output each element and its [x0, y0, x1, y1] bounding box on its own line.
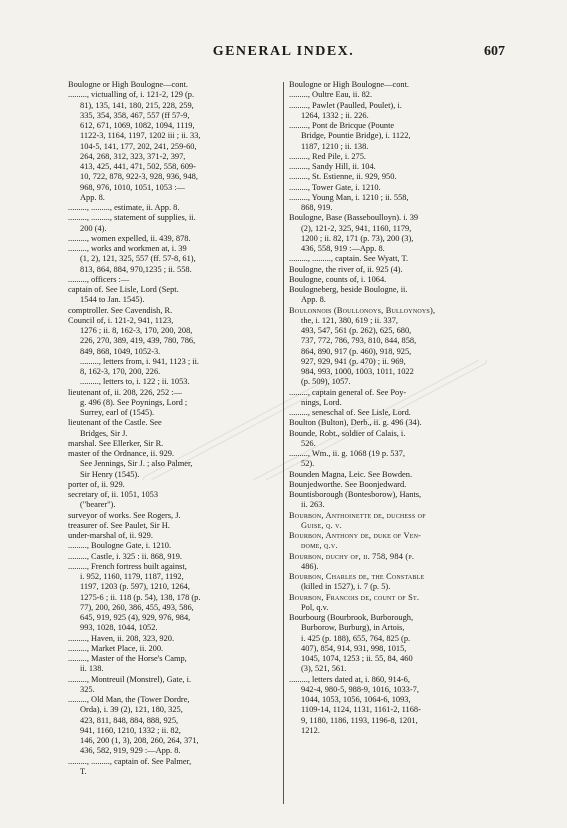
index-entry-line: 1122-3, 1164, 1197, 1202 iii ; ii. 33, [80, 131, 201, 141]
index-entry-line: 77), 200, 260, 386, 455, 493, 586, [80, 602, 194, 612]
index-entry-line: ........., Market Place, ii. 200. [68, 643, 164, 653]
index-entry-line: 927, 929, 941 (p. 470) ; ii. 969, [301, 356, 406, 366]
index-entry-line: 423, 811, 848, 884, 888, 925, [80, 715, 179, 725]
index-entry-line: 868, 919. [301, 203, 333, 212]
index-entry-line: 737, 772, 786, 793, 810, 844, 858, [301, 336, 417, 346]
index-entry-line: 1109-14, 1124, 1131, 1161-2, 1168- [301, 705, 421, 715]
page-title: GENERAL INDEX. [212, 44, 355, 59]
index-entry-line: ........., letters dated at, i. 860, 914-6, [289, 674, 410, 684]
index-entry-line: dome, q.v. [301, 541, 338, 551]
index-entry-line: 9, 1180, 1186, 1193, 1196-8, 1201, [301, 715, 418, 725]
index-entry-line: 81), 135, 141, 180, 215, 228, 259, [80, 100, 194, 110]
page-number: 607 [484, 44, 505, 59]
index-entry-line: ........., seneschal of. See Lisle, Lord. [289, 408, 411, 417]
index-entry-line: marshal. See Ellerker, Sir R. [68, 438, 164, 448]
index-entry-line: 264, 268, 312, 323, 371-2, 397, [80, 151, 186, 161]
index-entry-line: 993, 1028, 1044, 1052. [80, 623, 158, 633]
index-entry-line: ........., Red Pile, i. 275. [289, 151, 367, 161]
index-entry-line: 813, 864, 884, 970,1235 ; ii. 558. [80, 264, 192, 274]
index-entry-line: App. 8. [80, 192, 105, 202]
index-entry-line: Bounjedworthe. See Boonjedward. [289, 479, 407, 489]
index-entry-line: 1544 to Jan. 1545). [80, 295, 145, 305]
column-divider [283, 82, 284, 804]
index-entry-line: 864, 890, 917 (p. 460), 918, 925, [301, 346, 412, 356]
index-entry-line: Boulogne, the river of, ii. 925 (4). [289, 264, 403, 274]
index-entry-line: 1275-6 ; ii. 118 (p. 54), 138, 178 (p. [80, 592, 201, 602]
index-column-right [289, 80, 505, 736]
index-entry-line: g. 496 (8). See Poynings, Lord ; [80, 397, 188, 407]
index-entry-line: 984, 993, 1000, 1003, 1011, 1022 [301, 367, 414, 376]
index-column-left [68, 80, 282, 777]
index-entry-line: 849, 868, 1049, 1052-3. [80, 346, 161, 356]
index-entry-line: Burborow, Burburg), in Artois, [301, 623, 405, 633]
index-entry-line: under-marshal of, ii. 929. [68, 531, 153, 540]
page-header [0, 44, 567, 66]
index-entry-line: 407), 854, 914, 931, 998, 1015, [301, 643, 407, 653]
index-entry-line: Bourbon, duchy of, ii. 758, 984 (p. [289, 551, 415, 561]
index-entry-line: ........., Haven, ii. 208, 323, 920. [68, 633, 175, 643]
index-entry-line: Pol, q.v. [301, 602, 329, 612]
index-entry-line: 1212. [301, 725, 320, 735]
index-entry-line: master of the Ordnance, ii. 929. [68, 449, 175, 458]
index-entry-line: ........., ........., captain of. See Palmer, [68, 756, 192, 766]
index-entry-line: ........., ........., estimate, ii. App. 8. [68, 203, 180, 212]
index-entry-line: Boulogneberg, beside Boulogne, ii. [289, 285, 408, 294]
index-entry-line: Bridges, Sir J. [80, 428, 128, 438]
index-entry-line: See Jennings, Sir J. ; also Palmer, [80, 459, 193, 469]
index-entry-line: Bountisborough (Bontesborow), Hants, [289, 490, 422, 499]
index-entry-line: ........., French fortress built against, [68, 561, 187, 571]
index-entry-line: Boulogne or High Boulogne—cont. [68, 80, 189, 89]
index-entry-line: ........., Pawlet (Paulled, Poulet), i. [289, 100, 402, 110]
index-entry-line: 645, 919, 925 (4), 929, 976, 984, [80, 613, 191, 622]
index-entry-line: 1045, 1074, 1253 ; ii. 55, 84, 460 [301, 654, 413, 663]
index-entry-line: ........., Young Man, i. 1210 ; ii. 558, [289, 192, 409, 202]
index-entry-line: Bourbon, Charles de, the Constable [289, 572, 425, 581]
index-entry-line: 526. [301, 438, 316, 448]
index-entry-line: ("bearer"). [80, 500, 116, 510]
index-entry-line: 335, 354, 358, 467, 557 (ff 57-9, [80, 110, 190, 120]
index-entry-line: 325. [80, 684, 95, 694]
index-entry-line: 104-5, 141, 177, 202, 241, 259-60, [80, 141, 197, 151]
index-entry-line: 486). [301, 561, 319, 571]
index-entry-line: lieutenant of the Castle. See [68, 418, 162, 428]
index-entry-line: 10, 722, 878, 922-3, 928, 936, 948, [80, 172, 198, 182]
index-entry-line: 1187, 1210 ; ii. 138. [301, 141, 369, 151]
index-entry-line: 1276 ; ii. 8, 162-3, 170, 200, 208, [80, 326, 193, 335]
index-entry-line: Boulton (Bulton), Derb., ii. g. 496 (34). [289, 418, 422, 428]
index-entry-line: ........., ........., captain. See Wyatt, T. [289, 254, 409, 264]
index-entry-line: 146, 200 (1, 3), 208, 260, 264, 371, [80, 736, 199, 745]
index-entry-line: ........., Tower Gate, i. 1210. [289, 182, 381, 192]
index-entry-line: ........., letters to, i. 122 ; ii. 1053. [80, 377, 190, 387]
index-entry-line: 1200 ; ii. 82, 171 (p. 73), 200 (3), [301, 233, 414, 243]
index-entry-line: 226, 270, 389, 419, 439, 780, 786, [80, 336, 196, 346]
index-entry-line: porter of, ii. 929. [68, 479, 125, 489]
index-entry-line: ........., Castle, i. 325 : ii. 868, 919. [68, 551, 182, 561]
index-entry-line: Bourbon, Anthoinette de, duchess of [289, 510, 426, 520]
index-entry-line: comptroller. See Cavendish, R. [68, 305, 173, 315]
index-entry-line: Guise, q. v. [301, 520, 342, 530]
index-entry-line: App. 8. [301, 295, 326, 305]
index-entry-line: T. [80, 766, 87, 776]
index-entry-line: 612, 671, 1069, 1082, 1094, 1119, [80, 121, 195, 130]
index-entry-line: Boulonnois (Boullonoys, Bulloynoys), [289, 305, 436, 315]
index-entry-line: the, i. 121, 380, 619 ; ii. 337, [301, 315, 399, 325]
index-entry-line: 436, 558, 919 :—App. 8. [301, 244, 385, 253]
index-entry-line: ........., Wm., ii. g. 1068 (19 p. 537, [289, 449, 405, 458]
index-entry-line: surveyor of works. See Rogers, J. [68, 510, 181, 520]
index-entry-line: secretary of, ii. 1051, 1053 [68, 490, 159, 499]
index-entry-line: 1264, 1332 ; ii. 226. [301, 110, 369, 120]
index-entry-line: Bounden Magna, Leic. See Bowden. [289, 469, 413, 479]
index-entry-line: nings, Lord. [301, 397, 342, 407]
index-entry-line: ........., captain general of. See Poy- [289, 387, 407, 397]
index-entry-line: (p. 509), 1057. [301, 377, 351, 387]
index-entry-line: Boulogne, counts of, i. 1064. [289, 274, 387, 284]
index-entry-line: ........., victualling of, i. 121-2, 129 (p. [68, 90, 195, 100]
index-entry-line: 1044, 1053, 1056, 1064-6, 1093, [301, 695, 411, 704]
index-entry-line: 1197, 1203 (p. 597), 1210, 1264, [80, 582, 190, 592]
index-entry-line: Orda), i. 39 (2), 121, 180, 325, [80, 705, 183, 715]
index-entry-line: Sir Henry (1545). [80, 469, 140, 479]
index-entry-line: Surrey, earl of (1545). [80, 408, 155, 417]
index-entry-line: lieutenant of, ii. 208, 226, 252 :— [68, 387, 182, 397]
index-entry-line: 52). [301, 459, 315, 469]
index-entry-line: ........., works and workmen at, i. 39 [68, 244, 187, 253]
index-entry-line: Bridge, Pountie Bridge), i. 1122, [301, 131, 411, 141]
index-entry-line: 413, 425, 441, 471, 502, 558, 609- [80, 162, 196, 171]
index-entry-line: (2), 121-2, 325, 941, 1160, 1179, [301, 223, 412, 233]
index-entry-line: 436, 582, 919, 929 :—App. 8. [80, 746, 181, 756]
index-entry-line: Council of, i. 121-2, 941, 1123, [68, 315, 174, 325]
index-entry-line: 968, 976, 1010, 1051, 1053 :— [80, 182, 185, 192]
index-entry-line: Bourbon, Anthony de, duke of Ven- [289, 531, 422, 540]
index-entry-line: captain of. See Lisle, Lord (Sept. [68, 285, 179, 294]
index-entry-line: Boulogne or High Boulogne—cont. [289, 80, 410, 89]
index-entry-line: ........., Montreuil (Monstrel), Gate, i. [68, 674, 192, 684]
index-entry-line: Boulogne, Base (Basseboulloyn). i. 39 [289, 213, 419, 223]
index-entry-line: Bounde, Robt., soldier of Calais, i. [289, 428, 406, 438]
index-entry-line: ........., Sandy Hill, ii. 104. [289, 162, 376, 171]
index-entry-line: 8, 162-3, 170, 200, 226. [80, 367, 161, 376]
index-entry-line: 942-4, 980-5, 988-9, 1016, 1033-7, [301, 684, 419, 694]
index-entry-line: ........., St. Estienne, ii. 929, 950. [289, 172, 397, 182]
index-entry-line: ........., Pont de Bricque (Pounte [289, 121, 395, 130]
index-entry-line: ii. 138. [80, 664, 104, 674]
index-entry-line: (1, 2), 121, 325, 557 (ff. 57-8, 61), [80, 254, 196, 264]
index-entry-line: ........., ........., statement of supplies, ii. [68, 213, 196, 223]
index-entry-line: 941, 1160, 1210, 1332 ; ii. 82, [80, 725, 181, 735]
index-entry-line: ........., Old Man, the (Tower Dordre, [68, 695, 190, 704]
index-entry-line: Bourbon, Francois de, count of St. [289, 592, 420, 602]
index-entry-line: i. 425 (p. 188), 655, 764, 825 (p. [301, 633, 411, 643]
index-entry-line: ........., Master of the Horse's Camp, [68, 654, 187, 663]
index-entry-line: i. 952, 1160, 1179, 1187, 1192, [80, 572, 184, 581]
index-entry-line: ........., letters from, i. 941, 1123 ; ii. [80, 356, 200, 366]
index-entry-line: ........., women expelled, ii. 439, 878. [68, 233, 191, 243]
index-entry-line: (3), 521, 561. [301, 664, 347, 674]
index-entry-line: treasurer of. See Paulet, Sir H. [68, 520, 170, 530]
index-entry-line: Bourbourg (Bourbrook, Burborough, [289, 613, 414, 622]
index-entry-line: ........., Boulogne Gate, i. 1210. [68, 541, 172, 551]
index-entry-line: (killed in 1527), i. 7 (p. 5). [301, 582, 391, 592]
index-entry-line: 200 (4). [80, 223, 107, 233]
index-entry-line: 493, 547, 561 (p. 262), 625, 680, [301, 326, 412, 335]
index-entry-line: ........., officers :— [68, 274, 130, 284]
index-entry-line: ii. 263. [301, 500, 325, 510]
index-entry-line: ........., Oultre Eau, ii. 82. [289, 90, 373, 100]
